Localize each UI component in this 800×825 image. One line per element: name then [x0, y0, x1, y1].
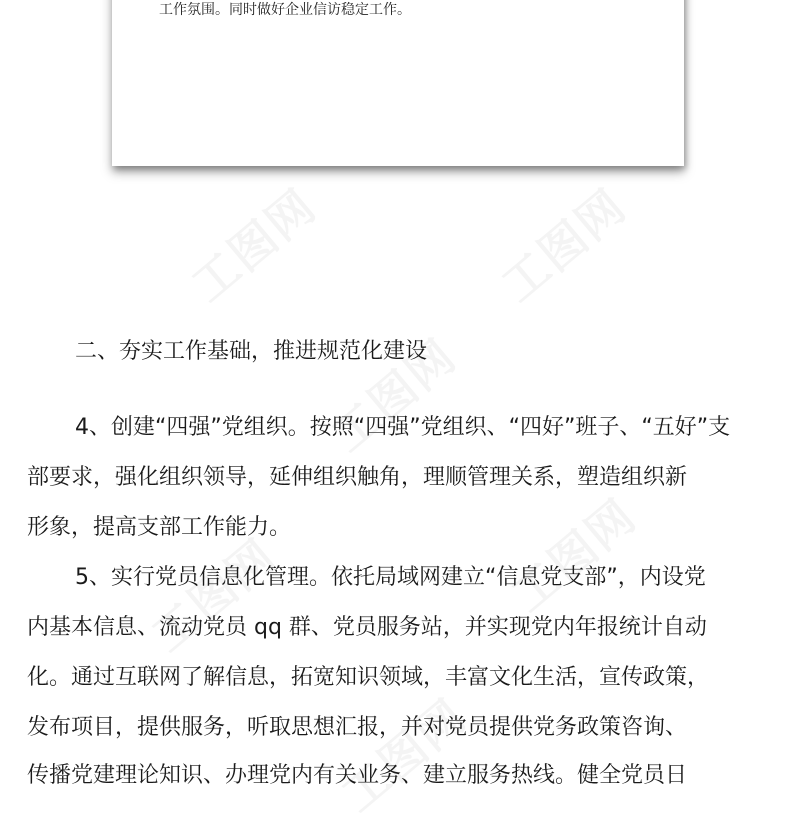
preview-page-card — [112, 0, 684, 166]
paragraph-line: 部要求，强化组织领导，延伸组织触角，理顺管理关系，塑造组织新 — [27, 465, 688, 490]
watermark — [486, 171, 639, 314]
paragraph-line: 形象，提高支部工作能力。 — [27, 515, 292, 540]
paragraph-line: 4、创建“四强”党组织。按照“四强”党组织、“四好”班子、“五好”支 — [75, 415, 731, 440]
paragraph-line: 发布项目，提供服务，听取思想汇报，并对党员提供党务政策咨询、 — [27, 715, 688, 740]
page-card-text: 工作氛围。同时做好企业信访稳定工作。 — [159, 2, 411, 18]
paragraph-line: 5、实行党员信息化管理。依托局域网建立“信息党支部”，内设党 — [75, 565, 706, 590]
watermark — [326, 681, 479, 824]
section-heading: 二、夯实工作基础，推进规范化建设 — [75, 339, 428, 364]
watermark — [176, 171, 329, 314]
paragraph-line: 化。通过互联网了解信息，拓宽知识领域，丰富文化生活，宣传政策， — [27, 665, 710, 690]
paragraph-line: 传播党建理论知识、办理党内有关业务、建立服务热线。健全党员日 — [27, 763, 688, 788]
watermark — [496, 481, 649, 624]
paragraph-line: 内基本信息、流动党员 qq 群、党员服务站，并实现党内年报统计自动 — [27, 615, 707, 640]
